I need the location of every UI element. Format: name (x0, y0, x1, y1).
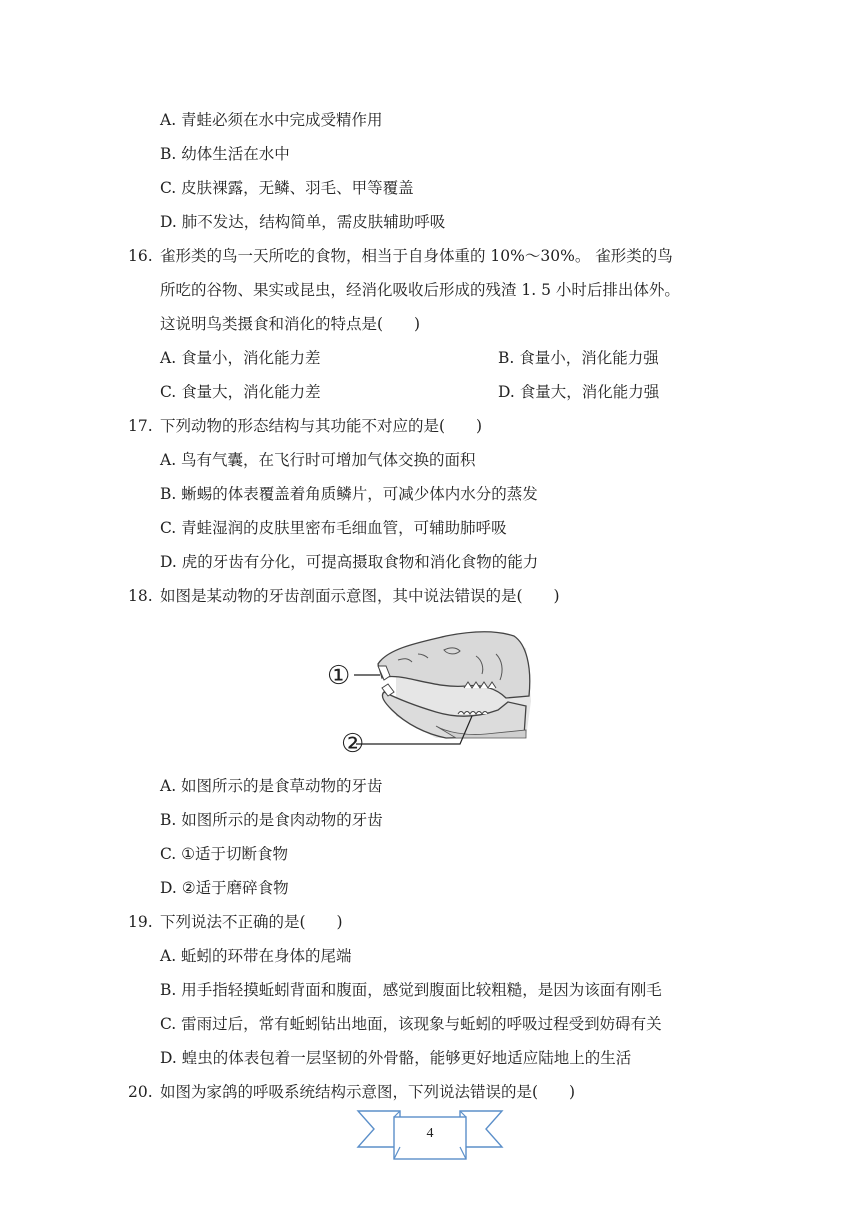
q19-option-b: B. 用手指轻摸蚯蚓背面和腹面，感觉到腹面比较粗糙，是因为该面有刚毛 (160, 981, 662, 999)
q18-option-d: D. ②适于磨碎食物 (160, 879, 289, 897)
q16-stem-line3: 这说明鸟类摄食和消化的特点是( ) (160, 315, 421, 333)
q16-stem-line2: 所吃的谷物、果实或昆虫，经消化吸收后形成的残渣 1. 5 小时后排出体外。 (160, 281, 680, 299)
q16-option-a: A. 食量小，消化能力差 (160, 349, 321, 367)
page-number: 4 (426, 1126, 434, 1141)
figure-label-2: ② (341, 729, 365, 756)
q19-option-c: C. 雷雨过后，常有蚯蚓钻出地面，该现象与蚯蚓的呼吸过程受到妨碍有关 (160, 1015, 662, 1033)
q19-option-d: D. 蝗虫的体表包着一层坚韧的外骨骼，能够更好地适应陆地上的生活 (160, 1049, 632, 1067)
q16-stem-line1: 雀形类的鸟一天所吃的食物，相当于自身体重的 10%～30%。 雀形类的鸟 (160, 247, 673, 265)
q15-option-c: C. 皮肤裸露，无鳞、羽毛、甲等覆盖 (160, 179, 414, 197)
q18-option-b: B. 如图所示的是食肉动物的牙齿 (160, 811, 383, 829)
q18-number: 18. (128, 587, 153, 605)
figure-label-1: ① (327, 661, 351, 691)
horse-jaw-illustration (326, 626, 546, 756)
q18-stem: 如图是某动物的牙齿剖面示意图，其中说法错误的是( ) (160, 587, 560, 605)
q18-option-c: C. ①适于切断食物 (160, 845, 289, 863)
q19-stem: 下列说法不正确的是( ) (160, 913, 343, 931)
q17-option-a: A. 鸟有气囊，在飞行时可增加气体交换的面积 (160, 451, 476, 469)
page-number-banner (356, 1107, 504, 1163)
q19-number: 19. (128, 913, 153, 931)
q17-number: 17. (128, 417, 153, 435)
q16-option-d: D. 食量大，消化能力强 (498, 383, 660, 401)
q17-option-b: B. 蜥蜴的体表覆盖着角质鳞片，可减少体内水分的蒸发 (160, 485, 538, 503)
q20-stem: 如图为家鸽的呼吸系统结构示意图，下列说法错误的是( ) (160, 1083, 576, 1101)
q15-option-a: A. 青蛙必须在水中完成受精作用 (160, 111, 383, 129)
q16-option-c: C. 食量大，消化能力差 (160, 383, 321, 401)
q20-number: 20. (128, 1083, 153, 1101)
q18-option-a: A. 如图所示的是食草动物的牙齿 (160, 777, 383, 795)
q17-option-d: D. 虎的牙齿有分化，可提高摄取食物和消化食物的能力 (160, 553, 539, 571)
q19-option-a: A. 蚯蚓的环带在身体的尾端 (160, 947, 352, 965)
q16-number: 16. (128, 247, 153, 265)
q17-option-c: C. 青蛙湿润的皮肤里密布毛细血管，可辅助肺呼吸 (160, 519, 507, 537)
q15-option-d: D. 肺不发达，结构简单，需皮肤辅助呼吸 (160, 213, 446, 231)
q15-option-b: B. 幼体生活在水中 (160, 145, 290, 163)
q17-stem: 下列动物的形态结构与其功能不对应的是( ) (160, 417, 483, 435)
q16-option-b: B. 食量小，消化能力强 (498, 349, 659, 367)
teeth-cross-section-figure (326, 626, 546, 756)
